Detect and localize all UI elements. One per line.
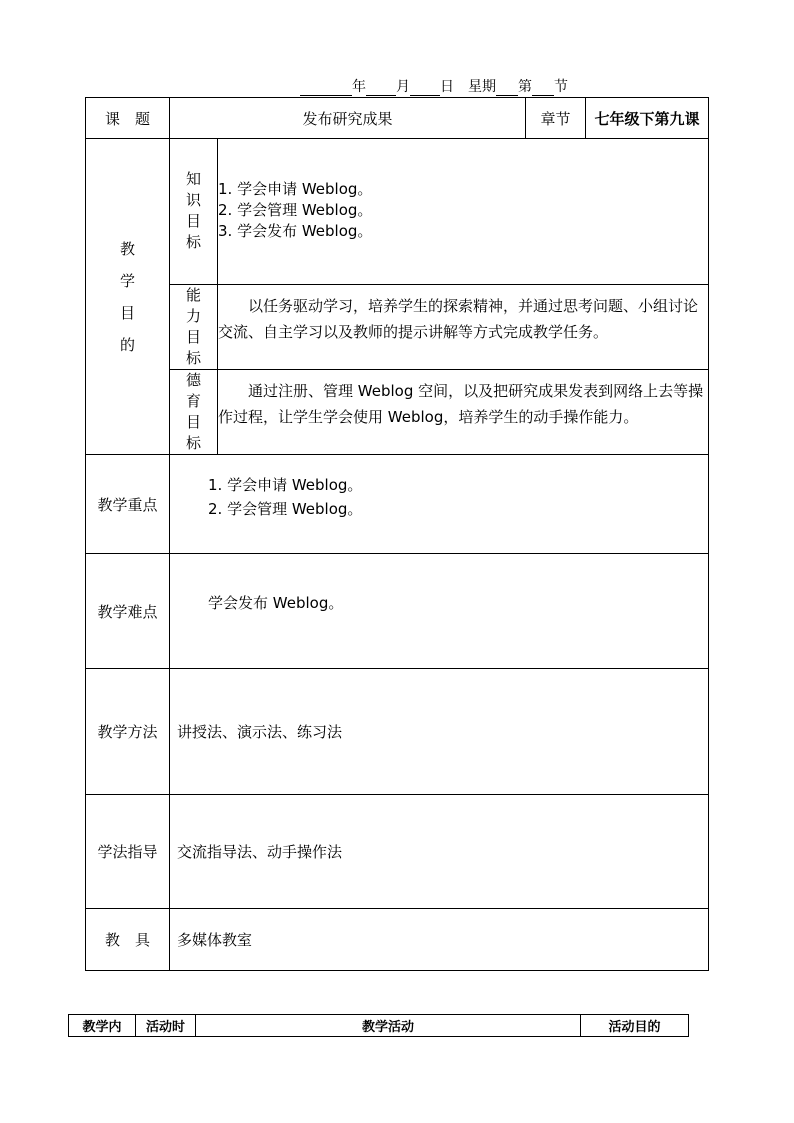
key-points-label: 教学重点 — [86, 455, 170, 554]
chapter-label: 章节 — [526, 98, 586, 139]
key-points-content — [170, 455, 709, 554]
day-label: 日 — [440, 79, 454, 95]
moral-label — [170, 370, 218, 455]
month-blank[interactable] — [366, 81, 396, 96]
knowledge-row — [86, 139, 709, 285]
activity-header-content: 教学内 — [69, 1015, 136, 1037]
moral-row — [86, 370, 709, 455]
year-label: 年 — [352, 79, 366, 95]
topic-row — [86, 98, 709, 139]
ability-char-2: 力 — [185, 307, 201, 325]
moral-char-2: 育 — [185, 392, 201, 410]
period-prefix-label: 第 — [518, 79, 532, 95]
key-point-2: 2. 学会管理 Weblog。 — [208, 500, 363, 518]
difficulty-row — [86, 554, 709, 669]
moral-content: 通过注册、管理 Weblog 空间，以及把研究成果发表到网络上去等操作过程，让学生学会使用 Weblog，培养学生的动手操作能力。 — [218, 370, 709, 455]
objectives-char-1: 教 — [119, 239, 135, 258]
objectives-char-3: 目 — [119, 303, 135, 322]
month-label: 月 — [396, 79, 410, 95]
knowledge-content — [218, 139, 709, 285]
activity-header-activity: 教学活动 — [196, 1015, 581, 1037]
ability-label — [170, 285, 218, 370]
study-guide-label: 学法指导 — [86, 795, 170, 909]
period-blank[interactable] — [532, 81, 554, 96]
ability-char-4: 标 — [185, 349, 201, 367]
objectives-char-2: 学 — [119, 271, 135, 290]
topic-value: 发布研究成果 — [170, 98, 526, 139]
method-row — [86, 669, 709, 795]
knowledge-label — [170, 139, 218, 285]
study-guide-row — [86, 795, 709, 909]
ability-content: 以任务驱动学习，培养学生的探索精神，并通过思考问题、小组讨论交流、自主学习以及教师的提示讲解等方式完成教学任务。 — [218, 285, 709, 370]
weekday-label: 星期 — [468, 79, 496, 95]
knowledge-item-3: 3. 学会发布 Weblog。 — [218, 222, 373, 240]
year-blank[interactable] — [300, 81, 352, 96]
objectives-label — [86, 139, 170, 455]
activity-table — [68, 1014, 689, 1037]
tools-label: 教 具 — [86, 909, 170, 971]
moral-char-1: 德 — [185, 371, 201, 389]
tools-row — [86, 909, 709, 971]
knowledge-item-2: 2. 学会管理 Weblog。 — [218, 201, 373, 219]
tools-content: 多媒体教室 — [170, 909, 709, 971]
activity-header-time: 活动时 — [136, 1015, 196, 1037]
objectives-char-4: 的 — [119, 335, 135, 354]
activity-header-row — [69, 1015, 689, 1037]
day-blank[interactable] — [410, 81, 440, 96]
difficulty-label: 教学难点 — [86, 554, 170, 669]
date-line — [300, 76, 708, 96]
lesson-plan-table — [85, 97, 709, 971]
method-content: 讲授法、演示法、练习法 — [170, 669, 709, 795]
knowledge-item-1: 1. 学会申请 Weblog。 — [218, 180, 373, 198]
knowledge-char-1: 知 — [185, 170, 201, 188]
ability-char-1: 能 — [185, 286, 201, 304]
period-label: 节 — [554, 79, 568, 95]
topic-label: 课 题 — [86, 98, 170, 139]
ability-char-3: 目 — [185, 328, 201, 346]
key-points-row — [86, 455, 709, 554]
knowledge-char-3: 目 — [185, 212, 201, 230]
difficulty-content: 学会发布 Weblog。 — [170, 554, 709, 669]
chapter-value: 七年级下第九课 — [586, 98, 709, 139]
method-label: 教学方法 — [86, 669, 170, 795]
ability-row — [86, 285, 709, 370]
weekday-blank[interactable] — [496, 81, 518, 96]
knowledge-char-2: 识 — [185, 191, 201, 209]
key-point-1: 1. 学会申请 Weblog。 — [208, 476, 363, 494]
activity-header-purpose: 活动目的 — [581, 1015, 689, 1037]
knowledge-char-4: 标 — [185, 233, 201, 251]
study-guide-content: 交流指导法、动手操作法 — [170, 795, 709, 909]
moral-char-4: 标 — [185, 434, 201, 452]
moral-char-3: 目 — [185, 413, 201, 431]
